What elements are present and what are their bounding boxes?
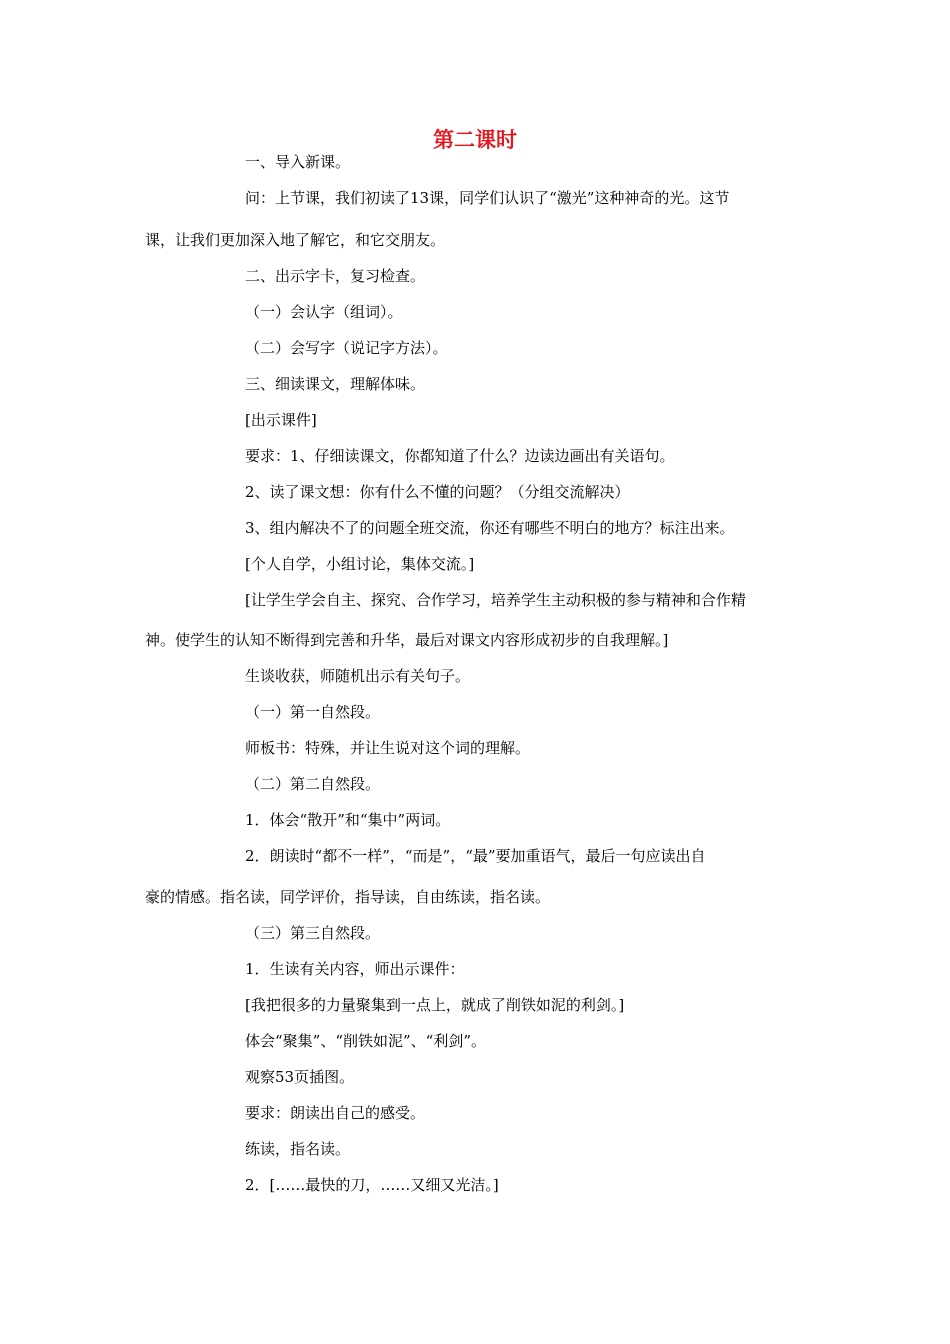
text-line: 要求：1、仔细读课文，你都知道了什么？边读边画出有关语句。 xyxy=(245,447,675,465)
text-line: 师板书：特殊，并让生说对这个词的理解。 xyxy=(245,739,531,757)
text-line: （二）第二自然段。 xyxy=(245,775,381,793)
text-line: 1．体会“散开”和“集中”两词。 xyxy=(245,811,451,829)
text-line: 要求：朗读出自己的感受。 xyxy=(245,1104,426,1122)
text-line: [我把很多的力量聚集到一点上，就成了削铁如泥的利剑。] xyxy=(245,996,625,1014)
text-line: 1．生读有关内容，师出示课件： xyxy=(245,960,465,978)
text-line: [出示课件] xyxy=(245,411,317,429)
text-line: [让学生学会自主、探究、合作学习，培养学生主动积极的参与精神和合作精 xyxy=(245,591,746,609)
text-line: 练读，指名读。 xyxy=(245,1140,351,1158)
text-line: 神。使学生的认知不断得到完善和升华，最后对课文内容形成初步的自我理解。] xyxy=(145,631,669,649)
text-line: （一）会认字（组词）。 xyxy=(245,303,403,321)
text-line: 问：上节课，我们初读了13课，同学们认识了“激光”这种神奇的光。这节 xyxy=(245,189,730,207)
text-line: 3、组内解决不了的问题全班交流，你还有哪些不明白的地方？标注出来。 xyxy=(245,519,735,537)
page-title: 第二课时 xyxy=(433,128,517,152)
text-line: 课，让我们更加深入地了解它，和它交朋友。 xyxy=(145,231,446,249)
text-line: 体会“聚集”、“削铁如泥”、“利剑”。 xyxy=(245,1032,487,1050)
text-line: （一）第一自然段。 xyxy=(245,703,381,721)
text-line: 2．[……最快的刀，……又细又光洁。] xyxy=(245,1176,499,1194)
text-line: 观察53页插图。 xyxy=(245,1068,355,1086)
text-line: 2．朗读时“都不一样”，“而是”，“最”要加重语气，最后一句应读出自 xyxy=(245,847,706,865)
text-line: （二）会写字（说记字方法）。 xyxy=(245,339,448,357)
text-line: （三）第三自然段。 xyxy=(245,924,381,942)
text-line: 2、读了课文想：你有什么不懂的问题？（分组交流解决） xyxy=(245,483,630,501)
text-line: 一、导入新课。 xyxy=(245,153,351,171)
text-line: 三、细读课文，理解体味。 xyxy=(245,375,426,393)
text-line: 豪的情感。指名读，同学评价，指导读，自由练读，指名读。 xyxy=(145,888,551,906)
text-line: 二、出示字卡，复习检查。 xyxy=(245,267,426,285)
text-line: 生谈收获，师随机出示有关句子。 xyxy=(245,667,471,685)
text-line: [个人自学，小组讨论，集体交流。] xyxy=(245,555,475,573)
